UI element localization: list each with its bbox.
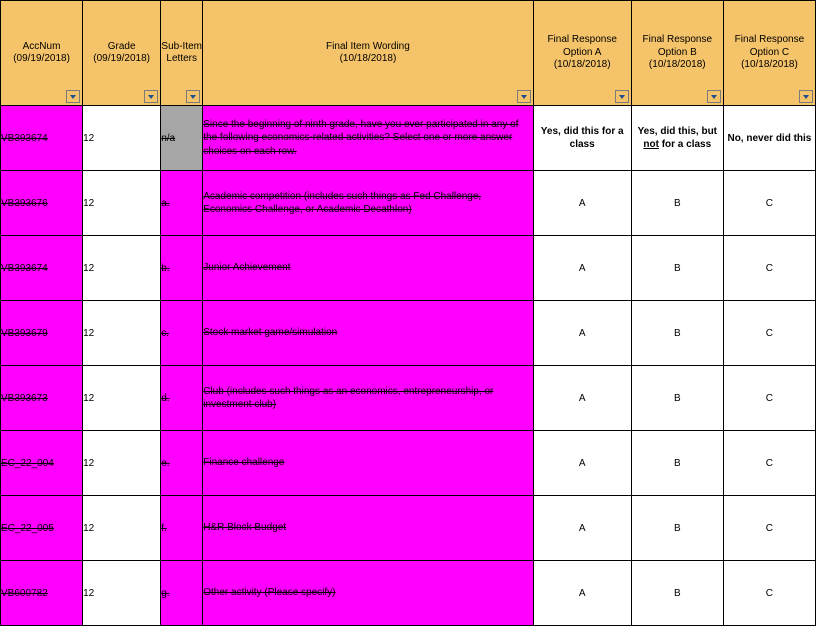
column-header-option-c[interactable] — [723, 1, 815, 106]
cell-option-a[interactable]: A — [533, 431, 631, 496]
table-row[interactable] — [1, 561, 816, 626]
filter-dropdown-icon[interactable] — [186, 90, 200, 103]
cell-option-b[interactable]: B — [631, 431, 723, 496]
table-row[interactable] — [1, 496, 816, 561]
cell-subitem[interactable]: f. — [161, 496, 203, 561]
column-header-grade-line1: Grade — [107, 40, 136, 52]
cell-item-wording[interactable]: Since the beginning of ninth grade, have you ever participated in any of the following economics-related activities? Select one or more answer choices on each row. — [203, 106, 533, 171]
table-row[interactable] — [1, 236, 816, 301]
filter-dropdown-icon[interactable] — [707, 90, 721, 103]
cell-grade[interactable]: 12 — [83, 561, 161, 626]
cell-option-b[interactable]: Yes, did this, but not for a class — [631, 106, 723, 171]
column-header-option-a-line2: (10/18/2018) — [553, 59, 611, 71]
column-header-option-b-line1: Final Response Option B — [642, 34, 713, 58]
cell-subitem[interactable]: g. — [161, 561, 203, 626]
cell-accnum[interactable]: VB393674 — [1, 236, 83, 301]
cell-subitem[interactable]: b. — [161, 236, 203, 301]
cell-option-b[interactable]: B — [631, 301, 723, 366]
cell-item-wording[interactable]: Stock market game/simulation — [203, 301, 533, 366]
cell-grade[interactable]: 12 — [83, 366, 161, 431]
cell-option-b[interactable]: B — [631, 496, 723, 561]
cell-accnum[interactable]: VB393673 — [1, 366, 83, 431]
cell-option-c[interactable]: C — [723, 561, 815, 626]
column-header-option-b[interactable] — [631, 1, 723, 106]
column-header-option-b-line2: (10/18/2018) — [648, 59, 706, 71]
cell-option-b[interactable]: B — [631, 561, 723, 626]
table-row[interactable] — [1, 171, 816, 236]
filter-dropdown-icon[interactable] — [615, 90, 629, 103]
column-header-subitem-line1: Sub-Item Letters — [161, 40, 202, 64]
column-header-grade[interactable] — [83, 1, 161, 106]
cell-item-wording[interactable]: Academic competition (includes such things as Fed Challenge, Economics Challenge, or Academic Decathlon) — [203, 171, 533, 236]
column-header-accnum-line1: AccNum — [22, 40, 61, 52]
cell-option-c[interactable]: C — [723, 301, 815, 366]
cell-option-b[interactable]: B — [631, 171, 723, 236]
cell-item-wording[interactable]: H&R Block Budget — [203, 496, 533, 561]
filter-dropdown-icon[interactable] — [799, 90, 813, 103]
cell-grade[interactable]: 12 — [83, 496, 161, 561]
table-row[interactable] — [1, 301, 816, 366]
table-row[interactable] — [1, 431, 816, 496]
cell-item-wording[interactable]: Finance challenge — [203, 431, 533, 496]
cell-grade[interactable]: 12 — [83, 236, 161, 301]
cell-item-wording[interactable]: Club (includes such things as an economics, entrepreneurship, or investment club) — [203, 366, 533, 431]
column-header-wording[interactable] — [203, 1, 533, 106]
cell-accnum[interactable]: VB600782 — [1, 561, 83, 626]
cell-option-b[interactable]: B — [631, 236, 723, 301]
cell-option-a[interactable]: Yes, did this for a class — [533, 106, 631, 171]
cell-subitem[interactable]: c. — [161, 301, 203, 366]
cell-item-wording[interactable]: Other activity (Please specify) — [203, 561, 533, 626]
column-header-accnum-line2: (09/19/2018) — [13, 53, 70, 64]
cell-grade[interactable]: 12 — [83, 106, 161, 171]
cell-option-c[interactable]: C — [723, 431, 815, 496]
cell-option-a[interactable]: A — [533, 496, 631, 561]
cell-subitem[interactable]: a. — [161, 171, 203, 236]
cell-subitem[interactable]: e. — [161, 431, 203, 496]
table-row[interactable] — [1, 366, 816, 431]
cell-option-c[interactable]: No, never did this — [723, 106, 815, 171]
cell-option-c[interactable]: C — [723, 496, 815, 561]
table-row[interactable] — [1, 106, 816, 171]
cell-grade[interactable]: 12 — [83, 301, 161, 366]
cell-option-c[interactable]: C — [723, 366, 815, 431]
column-header-subitem[interactable] — [161, 1, 203, 106]
cell-option-a[interactable]: A — [533, 561, 631, 626]
column-header-option-a-line1: Final Response Option A — [547, 34, 617, 58]
column-header-option-a[interactable] — [533, 1, 631, 106]
cell-accnum[interactable]: VB393676 — [1, 171, 83, 236]
filter-dropdown-icon[interactable] — [517, 90, 531, 103]
column-header-accnum[interactable] — [1, 1, 83, 106]
cell-grade[interactable]: 12 — [83, 171, 161, 236]
filter-dropdown-icon[interactable] — [66, 90, 80, 103]
cell-subitem[interactable]: n/a — [161, 106, 203, 171]
cell-option-c[interactable]: C — [723, 236, 815, 301]
cell-accnum[interactable]: EC_22_004 — [1, 431, 83, 496]
column-header-option-c-line2: (10/18/2018) — [741, 59, 798, 71]
cell-grade[interactable]: 12 — [83, 431, 161, 496]
table-header-row — [1, 1, 816, 106]
cell-subitem[interactable]: d. — [161, 366, 203, 431]
column-header-wording-line2: (10/18/2018) — [339, 53, 397, 64]
column-header-option-c-line1: Final Response Option C — [734, 34, 805, 58]
cell-option-b[interactable]: B — [631, 366, 723, 431]
column-header-grade-line2: (09/19/2018) — [93, 53, 150, 64]
filter-dropdown-icon[interactable] — [144, 90, 158, 103]
cell-option-a[interactable]: A — [533, 366, 631, 431]
cell-accnum[interactable]: VB393679 — [1, 301, 83, 366]
cell-accnum[interactable]: VB393674 — [1, 106, 83, 171]
table-body — [1, 106, 816, 626]
cell-item-wording[interactable]: Junior Achievement — [203, 236, 533, 301]
cell-option-a[interactable]: A — [533, 171, 631, 236]
column-header-wording-line1: Final Item Wording — [326, 40, 410, 52]
cell-accnum[interactable]: EC_22_005 — [1, 496, 83, 561]
cell-option-a[interactable]: A — [533, 301, 631, 366]
cell-option-a[interactable]: A — [533, 236, 631, 301]
cell-option-c[interactable]: C — [723, 171, 815, 236]
